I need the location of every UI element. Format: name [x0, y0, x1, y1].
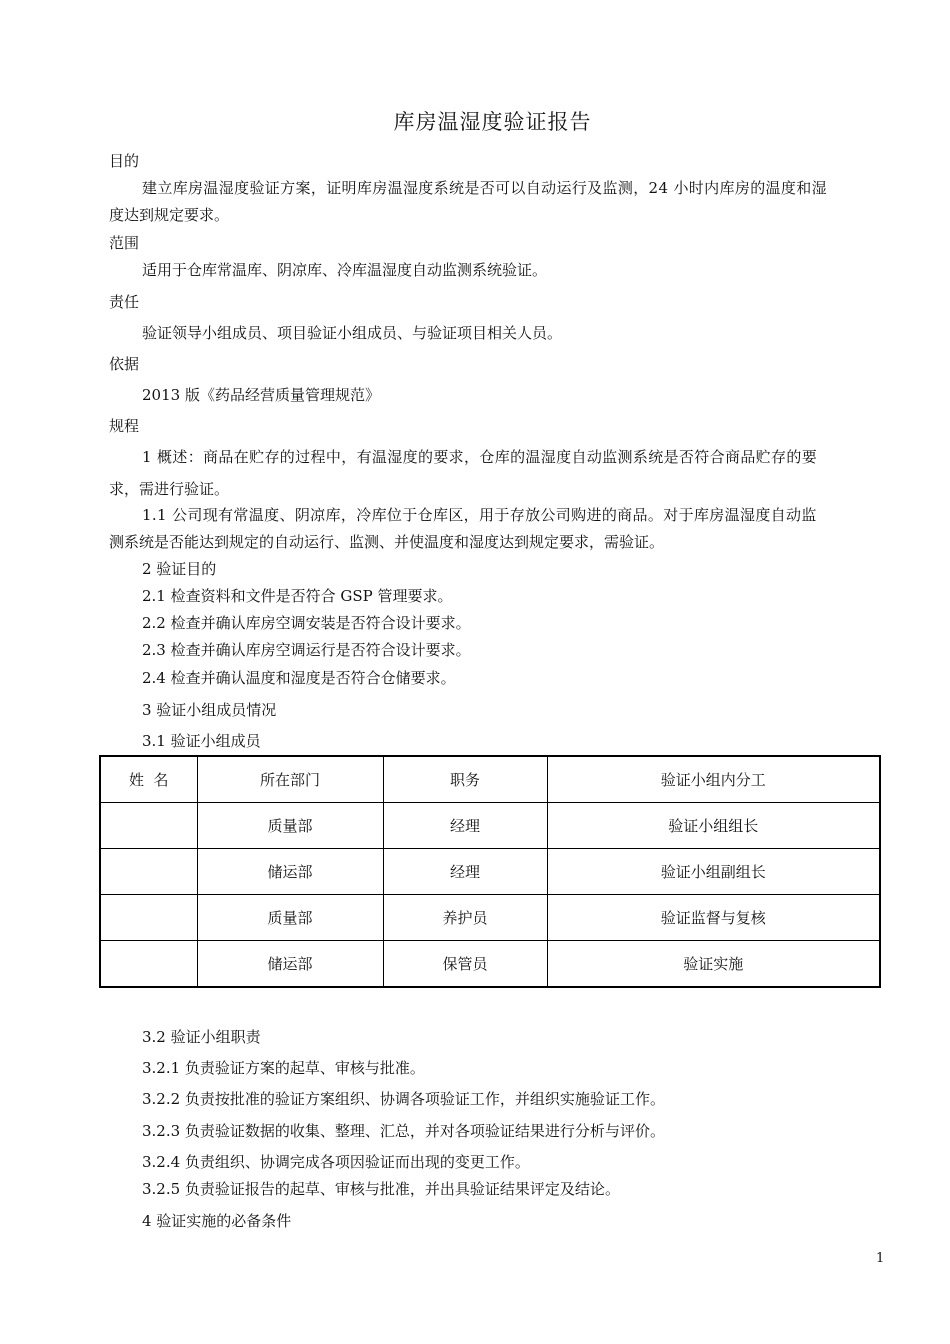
- cell-name: [100, 895, 197, 941]
- purpose-text-line-1: 建立库房温湿度验证方案，证明库房温湿度系统是否可以自动运行及监测，24 小时内库房的温度和湿: [142, 179, 827, 197]
- cell-role: 验证监督与复核: [547, 895, 880, 941]
- duty-text: 验证领导小组成员、项目验证小组成员、与验证项目相关人员。: [142, 324, 563, 342]
- cell-name: [100, 941, 197, 988]
- duty-heading: 责任: [109, 293, 140, 311]
- purpose-heading: 目的: [109, 152, 140, 170]
- page-title: 库房温湿度验证报告: [393, 110, 592, 134]
- rule-3-2-3: 3.2.3 负责验证数据的收集、整理、汇总，并对各项验证结果进行分析与评价。: [142, 1122, 665, 1140]
- rule-3-2-1: 3.2.1 负责验证方案的起草、审核与批准。: [142, 1059, 425, 1077]
- cell-role: 验证小组副组长: [547, 849, 880, 895]
- scope-heading: 范围: [109, 234, 140, 252]
- rule-3-2-5: 3.2.5 负责验证报告的起草、审核与批准，并出具验证结果评定及结论。: [142, 1180, 620, 1198]
- table-row: [100, 803, 880, 849]
- cell-position: 经理: [383, 803, 547, 849]
- rule-2: 2 验证目的: [142, 560, 217, 578]
- table-row: [100, 895, 880, 941]
- purpose-text-line-2: 度达到规定要求。: [109, 206, 230, 224]
- cell-department: 质量部: [197, 895, 383, 941]
- header-name: 姓 名: [100, 756, 197, 803]
- cell-position: 经理: [383, 849, 547, 895]
- rule-3: 3 验证小组成员情况: [142, 701, 277, 719]
- header-department: 所在部门: [197, 756, 383, 803]
- scope-text: 适用于仓库常温库、阴凉库、冷库温湿度自动监测系统验证。: [142, 261, 548, 279]
- cell-position: 养护员: [383, 895, 547, 941]
- cell-role: 验证实施: [547, 941, 880, 988]
- header-position: 职务: [383, 756, 547, 803]
- basis-text: 2013 版《药品经营质量管理规范》: [142, 386, 380, 404]
- rule-1-1-line-1: 1.1 公司现有常温度、阴凉库，冷库位于仓库区，用于存放公司购进的商品。对于库房温湿度自动监: [142, 506, 817, 524]
- rule-1-line-1: 1 概述：商品在贮存的过程中，有温湿度的要求，仓库的温湿度自动监测系统是否符合商品贮存的要: [142, 448, 818, 466]
- cell-department: 储运部: [197, 849, 383, 895]
- rule-3-1: 3.1 验证小组成员: [142, 732, 261, 750]
- team-members-table: [99, 755, 881, 988]
- cell-position: 保管员: [383, 941, 547, 988]
- basis-heading: 依据: [109, 355, 140, 373]
- page-number: 1: [876, 1251, 885, 1266]
- rule-2-2: 2.2 检查并确认库房空调安装是否符合设计要求。: [142, 614, 471, 632]
- rule-3-2: 3.2 验证小组职责: [142, 1028, 261, 1046]
- cell-name: [100, 803, 197, 849]
- cell-role: 验证小组组长: [547, 803, 880, 849]
- cell-department: 储运部: [197, 941, 383, 988]
- rules-heading: 规程: [109, 417, 140, 435]
- rule-2-1: 2.1 检查资料和文件是否符合 GSP 管理要求。: [142, 587, 453, 605]
- table-header-row: [100, 756, 880, 803]
- rule-1-line-2: 求，需进行验证。: [109, 480, 230, 498]
- rule-2-3: 2.3 检查并确认库房空调运行是否符合设计要求。: [142, 641, 471, 659]
- rule-3-2-4: 3.2.4 负责组织、协调完成各项因验证而出现的变更工作。: [142, 1153, 530, 1171]
- header-role: 验证小组内分工: [547, 756, 880, 803]
- rule-3-2-2: 3.2.2 负责按批准的验证方案组织、协调各项验证工作，并组织实施验证工作。: [142, 1090, 665, 1108]
- rule-2-4: 2.4 检查并确认温度和湿度是否符合仓储要求。: [142, 669, 456, 687]
- cell-name: [100, 849, 197, 895]
- table-row: [100, 941, 880, 988]
- table-row: [100, 849, 880, 895]
- cell-department: 质量部: [197, 803, 383, 849]
- rule-4: 4 验证实施的必备条件: [142, 1212, 292, 1230]
- rule-1-1-line-2: 测系统是否能达到规定的自动运行、监测、并使温度和湿度达到规定要求，需验证。: [109, 533, 665, 551]
